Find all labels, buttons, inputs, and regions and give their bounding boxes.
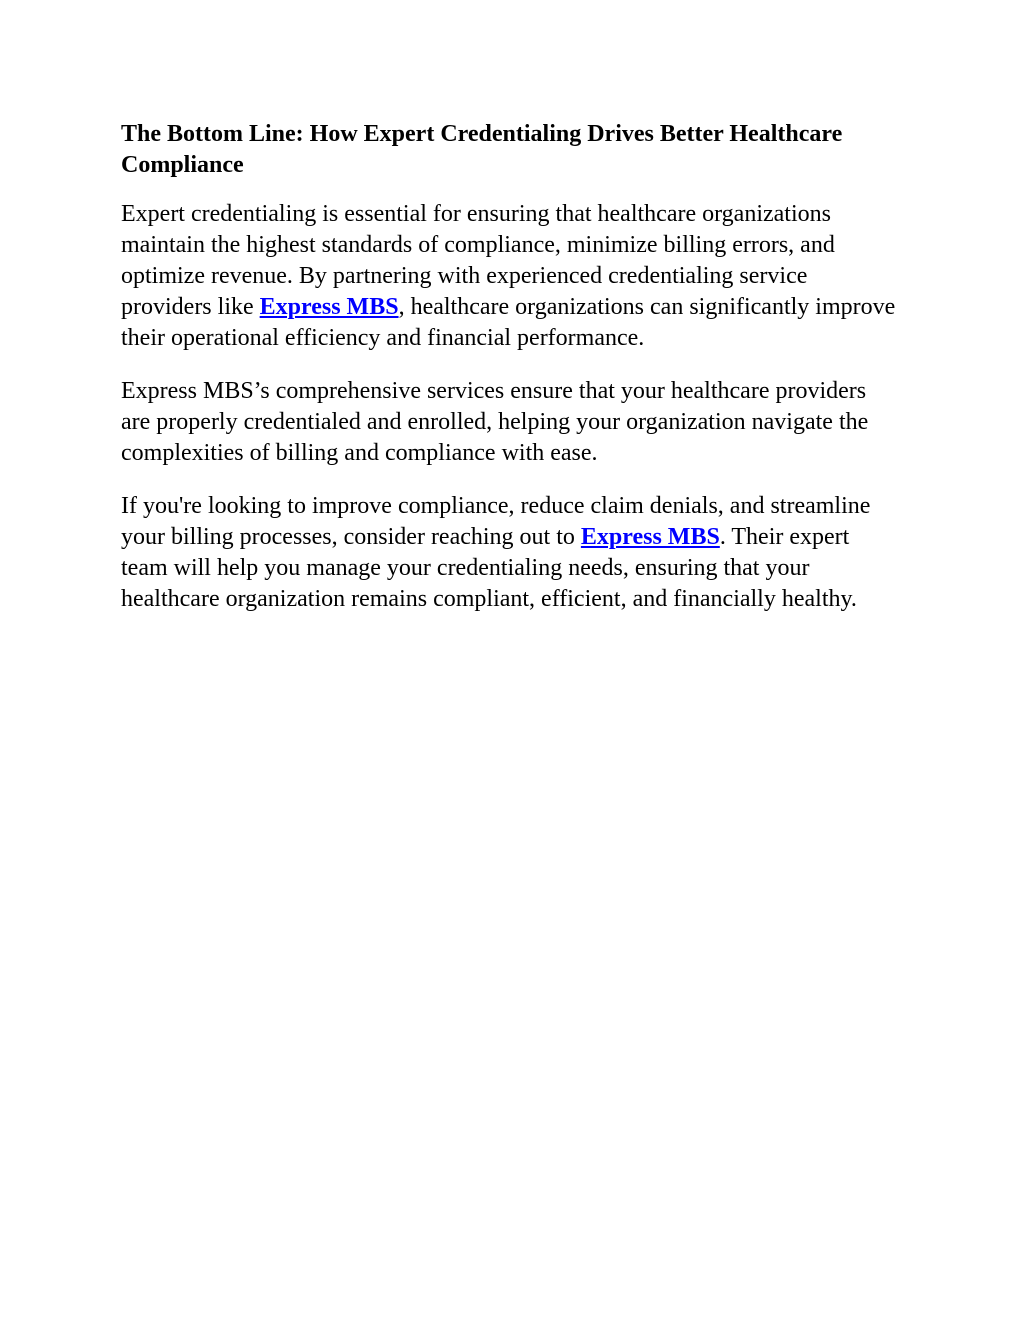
paragraph-services: Express MBS’s comprehensive services ensure that your healthcare providers are properly credentialed and enrolled, helping your organization navigate the complexities of billing and compliance with ease. [121,378,869,466]
paragraph-intro-text-before: Expert credentialing is essential for ensuring that healthcare organizations maintain the highest standards of compliance, minimize billing errors, and optimize revenue. By partnering with experienced credentialing service providers like [121,201,835,320]
paragraph-cta-text-after: . Their expert team will help you manage your credentialing needs, ensuring that your healthcare organization remains compliant, efficient, and financially healthy. [121,524,857,612]
document-page [121,119,901,637]
paragraph-cta-text-before: If you're looking to improve compliance, reduce claim denials, and streamline your billing processes, consider reaching out to [121,493,871,550]
express-mbs-link-2[interactable]: Express MBS [580,524,720,550]
paragraph-intro [121,199,901,354]
paragraph-call-to-action [121,491,901,615]
document-title: The Bottom Line: How Expert Credentialing Drives Better Healthcare Compliance [121,121,843,178]
paragraph-intro-text-after: , healthcare organizations can significantly improve their operational efficiency and financial performance. [121,294,896,351]
express-mbs-link-1[interactable]: Express MBS [259,294,399,320]
